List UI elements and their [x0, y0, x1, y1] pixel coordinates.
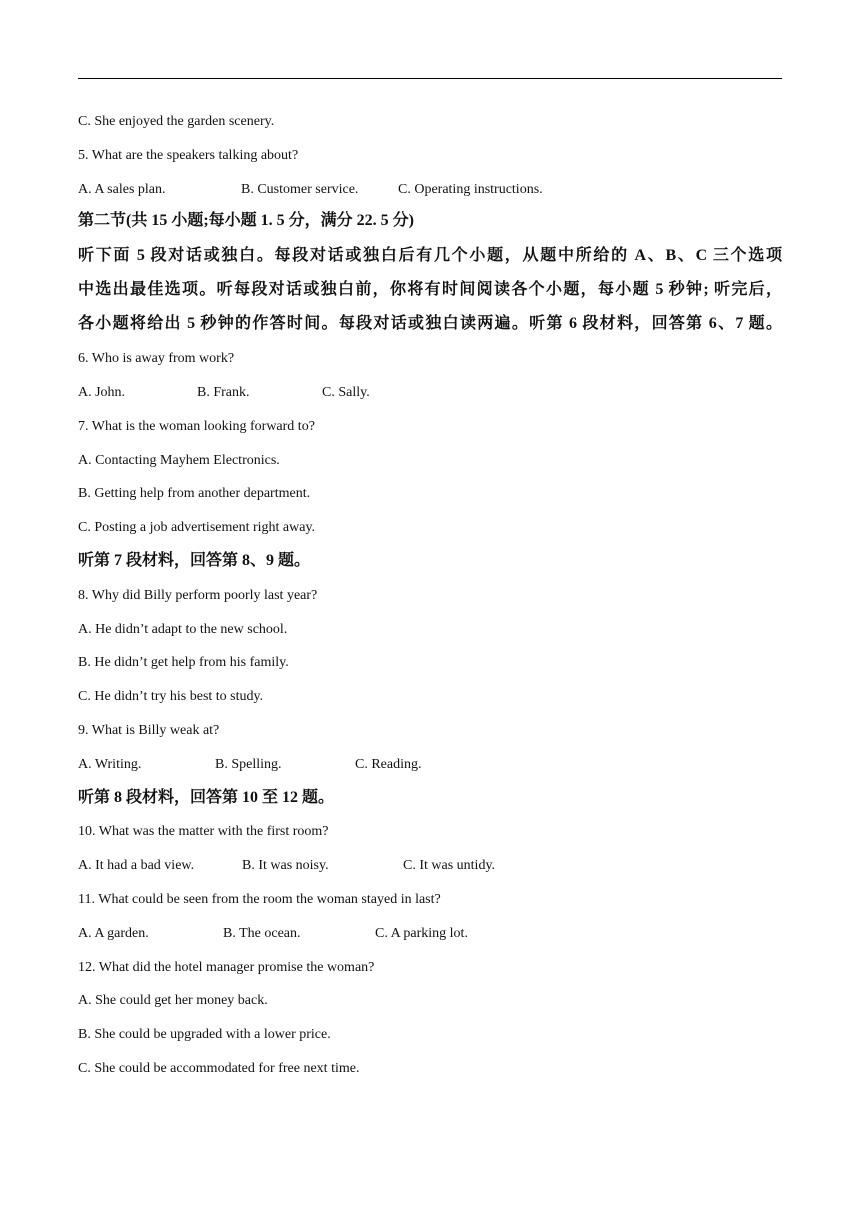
q9-option-b: B. Spelling. — [215, 757, 282, 772]
q7-option-b: B. Getting help from another department. — [78, 486, 311, 501]
q7-stem: 7. What is the woman looking forward to? — [78, 419, 315, 434]
q5-stem: 5. What are the speakers talking about? — [78, 148, 299, 163]
q12-option-c: C. She could be accommodated for free next time. — [78, 1061, 360, 1076]
q6-option-b: B. Frank. — [197, 385, 250, 400]
q10-option-b: B. It was noisy. — [242, 858, 329, 873]
q9-option-a: A. Writing. — [78, 757, 142, 772]
q7-option-c: C. Posting a job advertisement right away. — [78, 520, 316, 535]
instruction-line: 中选出最佳选项。听每段对话或独白前，你将有时间阅读各个小题，每小题 5 秒钟; 听完后， — [78, 281, 782, 298]
q10-option-c: C. It was untidy. — [403, 858, 496, 873]
header-rule — [78, 78, 782, 79]
q12-stem: 12. What did the hotel manager promise the woman? — [78, 960, 375, 975]
q8-option-b: B. He didn’t get help from his family. — [78, 655, 289, 670]
instruction-line: 听下面 5 段对话或独白。每段对话或独白后有几个小题，从题中所给的 A、B、C 三个选项 — [78, 247, 782, 264]
q8-option-a: A. He didn’t adapt to the new school. — [78, 622, 288, 637]
q8-stem: 8. Why did Billy perform poorly last year? — [78, 588, 318, 603]
q12-option-b: B. She could be upgraded with a lower price. — [78, 1027, 331, 1042]
instruction-line: 各小题将给出 5 秒钟的作答时间。每段对话或独白读两遍。听第 6 段材料，回答第 6、7 题。 — [78, 315, 782, 332]
q9-stem: 9. What is Billy weak at? — [78, 723, 220, 738]
q11-option-a: A. A garden. — [78, 926, 149, 941]
q6-option-a: A. John. — [78, 385, 126, 400]
q6-stem: 6. Who is away from work? — [78, 351, 235, 366]
segment-7-heading: 听第 7 段材料，回答第 8、9 题。 — [78, 552, 311, 569]
q5-option-a: A. A sales plan. — [78, 182, 166, 197]
q12-option-a: A. She could get her money back. — [78, 993, 268, 1008]
q5-option-c: C. Operating instructions. — [398, 182, 543, 197]
q11-stem: 11. What could be seen from the room the woman stayed in last? — [78, 892, 441, 907]
q5-option-b: B. Customer service. — [241, 182, 359, 197]
section-instructions — [78, 239, 782, 341]
section-title: 第二节(共 15 小题;每小题 1. 5 分，满分 22. 5 分) — [78, 212, 414, 229]
q11-option-c: C. A parking lot. — [375, 926, 468, 941]
q10-stem: 10. What was the matter with the first room? — [78, 824, 329, 839]
segment-8-heading: 听第 8 段材料，回答第 10 至 12 题。 — [78, 789, 335, 806]
q7-option-a: A. Contacting Mayhem Electronics. — [78, 453, 280, 468]
q10-option-a: A. It had a bad view. — [78, 858, 195, 873]
q6-option-c: C. Sally. — [322, 385, 370, 400]
q4-option-c: C. She enjoyed the garden scenery. — [78, 114, 275, 129]
q11-option-b: B. The ocean. — [223, 926, 301, 941]
q8-option-c: C. He didn’t try his best to study. — [78, 689, 264, 704]
q9-option-c: C. Reading. — [355, 757, 422, 772]
